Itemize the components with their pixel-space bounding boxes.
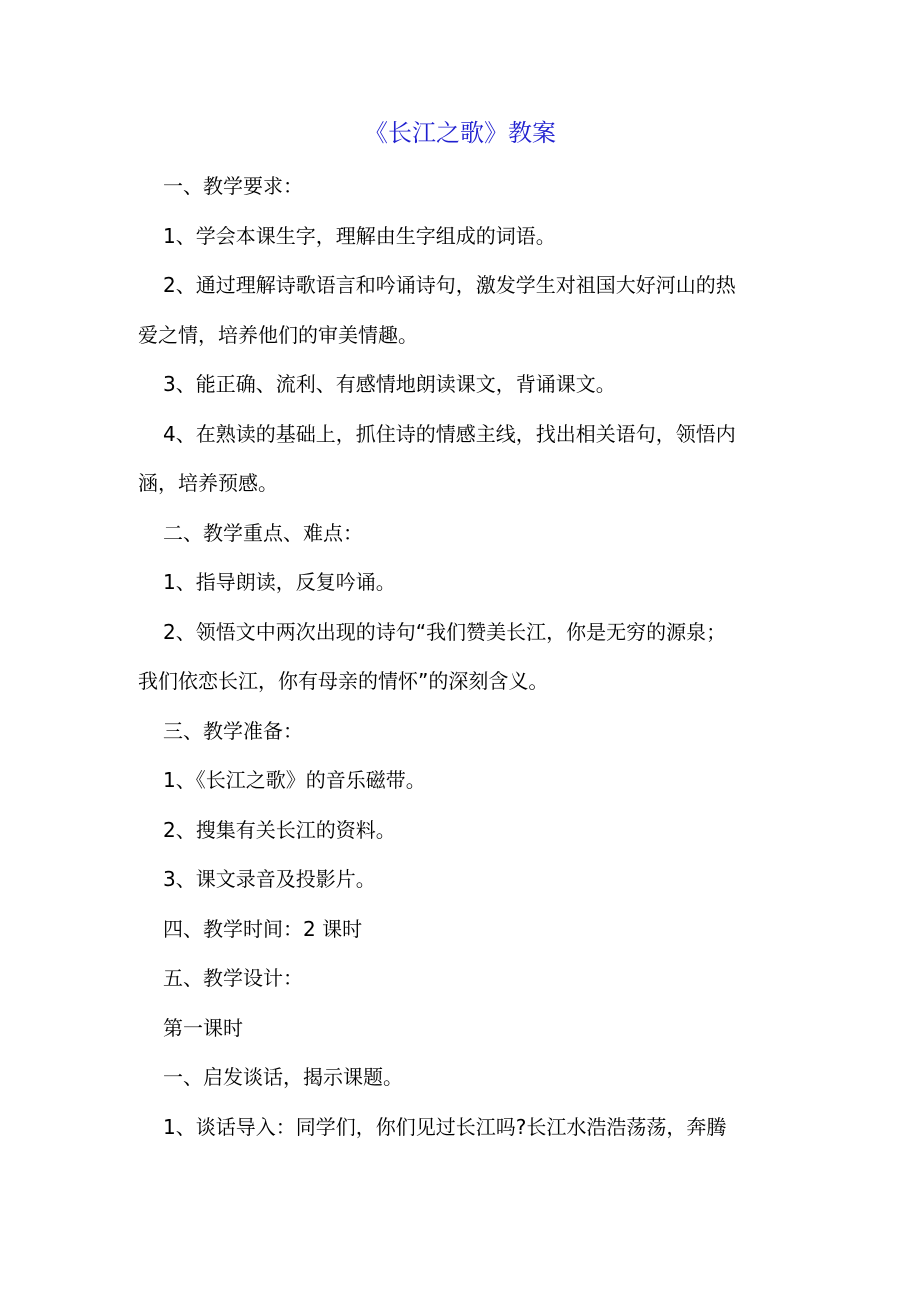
paragraph-line-continued: 爱之情，培养他们的审美情趣。 [138, 322, 418, 347]
paragraph-line: 4、在熟读的基础上，抓住诗的情感主线，找出相关语句，领悟内 [163, 421, 736, 446]
list-item [138, 806, 788, 856]
list-item [138, 756, 788, 806]
paragraph-line: 第一课时 [163, 1015, 243, 1040]
paragraph-line: 三、教学准备： [163, 718, 303, 743]
paragraph-line: 3、能正确、流利、有感情地朗读课文，背诵课文。 [163, 372, 616, 396]
paragraph-line: 1、谈话导入：同学们，你们见过长江吗?长江水浩浩荡荡，奔腾 [163, 1114, 727, 1139]
section-heading [138, 162, 788, 212]
list-item [138, 212, 788, 262]
paragraph-line-continued: 我们依恋长江，你有母亲的情怀”的深刻含义。 [138, 669, 549, 693]
paragraph-line-continued: 涵，培养预感。 [138, 471, 278, 495]
section-heading [138, 509, 788, 559]
paragraph-line: 五、教学设计： [163, 966, 303, 990]
list-item [138, 1103, 788, 1153]
section-heading [138, 1053, 788, 1103]
paragraph-line: 2、搜集有关长江的资料。 [163, 817, 396, 842]
list-item [138, 608, 788, 707]
paragraph-line: 3、课文录音及投影片。 [163, 867, 376, 891]
section-heading [138, 954, 788, 1004]
list-item [138, 558, 788, 608]
list-item [138, 410, 788, 509]
paragraph-line: 2、通过理解诗歌语言和吟诵诗句，激发学生对祖国大好河山的热 [163, 273, 736, 297]
paragraph-line: 一、启发谈话，揭示课题。 [163, 1065, 403, 1089]
paragraph-line: 二、教学重点、难点： [163, 520, 363, 545]
paragraph-line: 1、指导朗读，反复吟诵。 [163, 570, 396, 594]
paragraph-line: 1、《长江之歌》的音乐磁带。 [163, 768, 426, 792]
section-heading [138, 707, 788, 757]
document-title: 《长江之歌》教案 [364, 119, 556, 147]
paragraph-line: 1、学会本课生字，理解由生字组成的词语。 [163, 223, 556, 248]
subsection-heading [138, 1004, 788, 1054]
document-body [138, 162, 788, 1152]
list-item [138, 360, 788, 410]
paragraph-line: 四、教学时间：2 课时 [163, 916, 363, 941]
list-item [138, 261, 788, 360]
paragraph-line: 2、领悟文中两次出现的诗句“我们赞美长江，你是无穷的源泉； [163, 619, 727, 644]
list-item [138, 855, 788, 905]
section-heading [138, 905, 788, 955]
paragraph-line: 一、教学要求： [163, 174, 303, 198]
